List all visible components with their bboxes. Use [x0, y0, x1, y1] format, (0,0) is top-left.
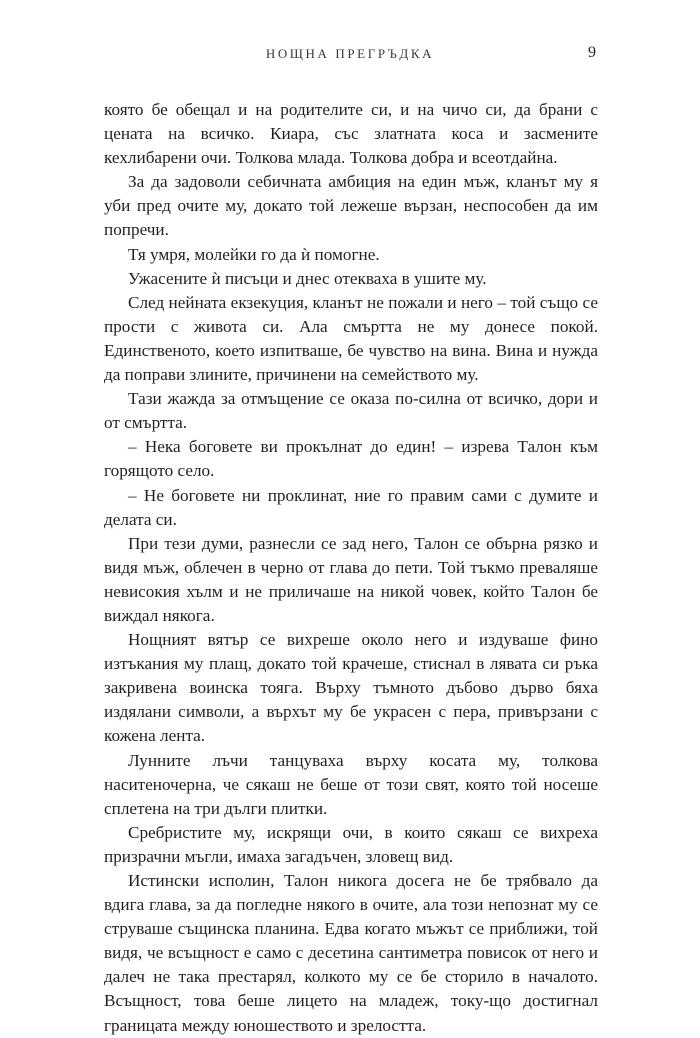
paragraph: Сребристите му, искрящи очи, в които сякаш се вихреха призрачни мъгли, имаха загадъчен, зловещ вид.: [104, 822, 598, 866]
paragraph: При тези думи, разнесли се зад него, Талон се обърна рязко и видя мъж, облечен в черно от глава до пети. Той тъкмо преваляше невисокия хълм и не приличаше на никой човек, който Талон бе виждал някога.: [104, 533, 598, 625]
page-number: 9: [588, 44, 596, 61]
paragraph: За да задоволи себичната амбиция на един мъж, кланът му я уби пред очите му, докато той лежеше вързан, неспособен да им попречи.: [104, 172, 598, 240]
paragraph: Тази жажда за отмъщение се оказа по-силна от всичко, дори и от смъртта.: [104, 389, 598, 433]
paragraph: Лунните лъчи танцуваха върху косата му, толкова наситеночерна, че сякаш не беше от този свят, която той носеше сплетена на три дълги плитки.: [104, 750, 598, 818]
running-title: НОЩНА ПРЕГРЪДКА: [265, 46, 435, 61]
paragraph: Тя умря, молейки го да ѝ помогне.: [128, 244, 380, 264]
paragraph: – Не боговете ни проклинат, ние го правим сами с думите и делата си.: [104, 485, 598, 529]
paragraph: – Нека боговете ви прокълнат до един! – изрева Талон към горящото село.: [104, 437, 598, 481]
paragraph: Ужасените ѝ писъци и днес отекваха в ушите му.: [128, 268, 487, 288]
paragraph: Нощният вятър се вихреше около него и издуваше фино изтъкания му плащ, докато той крачеше, стиснал в лявата си ръка закривена воинска тояга. Върху тъмното дъбово дърво бяха издялани символи, а върхът му бе украсен с пера, привързани с кожена лента.: [104, 630, 598, 746]
body-text: [104, 98, 598, 1038]
paragraph: След нейната екзекуция, кланът не пожали и него – той също се прости с живота си. Ала смъртта не му донесе покой. Единственото, което изпитваше, бе чувство на вина. Вина и нужда да поправи злините, причинени на семейството му.: [104, 292, 598, 385]
paragraph: която бе обещал и на родителите си, и на чичо си, да брани с цената на всичко. Киара, със златната коса и засмените кехлибарени очи. Толкова млада. Толкова добра и всеотдайна.: [104, 100, 598, 168]
running-head: [104, 46, 596, 66]
paragraph: Истински исполин, Талон никога досега не бе трябвало да вдига глава, за да погледне някого в очите, ала този непознат му се струваше същинска планина. Едва когато мъжът се приближи, той видя, че всъщност е само с десетина сантиметра повисок от него и далеч не така престарял, колкото му се бе сторило в началото. Всъщност, това беше лицето на младеж, току-що достигнал границата между юношеството и зрелостта.: [104, 871, 598, 1035]
